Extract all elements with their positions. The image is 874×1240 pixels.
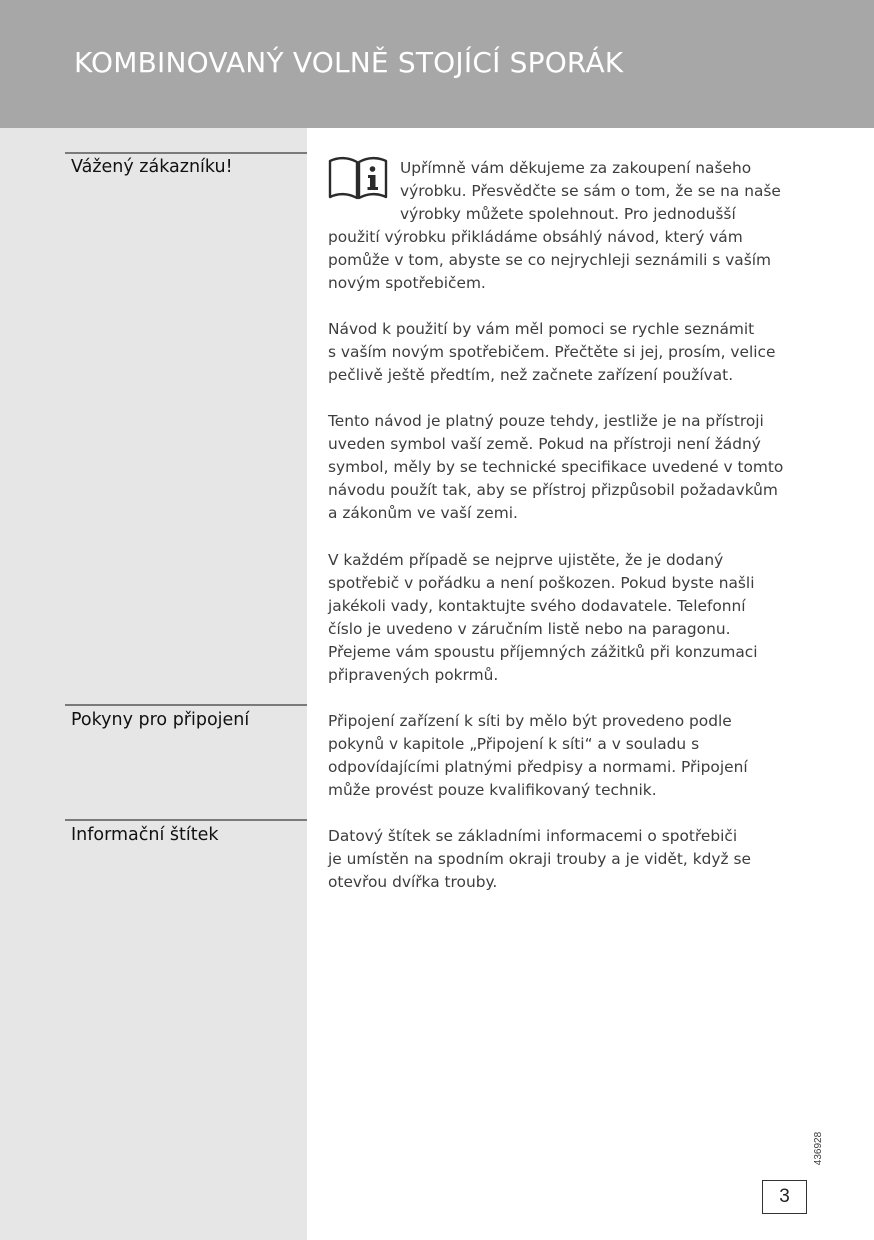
paragraph-line: Tento návod je platný pouze tehdy, jestliže je na přístroji <box>328 412 764 430</box>
section-divider <box>65 819 307 821</box>
paragraph-line: může provést pouze kvalifikovaný technik. <box>328 781 657 799</box>
paragraph-line: Upřímně vám děkujeme za zakoupení našeho <box>400 159 752 177</box>
intro-paragraph <box>328 157 816 295</box>
section-sidebar <box>0 128 307 1240</box>
paragraph-line: s vaším novým spotřebičem. Přečtěte si jej, prosím, velice <box>328 343 776 361</box>
paragraph-line: Připojení zařízení k síti by mělo být provedeno podle <box>328 712 732 730</box>
rating-plate-paragraph <box>328 825 816 894</box>
section-divider <box>65 704 307 706</box>
section-divider <box>65 152 307 154</box>
paragraph-line: Datový štítek se základními informacemi o spotřebiči <box>328 827 738 845</box>
paragraph-line: V každém případě se nejprve ujistěte, že je dodaný <box>328 551 724 569</box>
paragraph-line: uveden symbol vaší země. Pokud na přístroji není žádný <box>328 435 761 453</box>
paragraph-line: připravených pokrmů. <box>328 666 499 684</box>
paragraph-line: novým spotřebičem. <box>328 274 486 292</box>
paragraph-line: pečlivě ještě předtím, než začnete zařízení používat. <box>328 366 734 384</box>
inspection-paragraph <box>328 549 816 687</box>
paragraph-line: výrobku. Přesvědčte se sám o tom, že se na naše <box>400 182 781 200</box>
validity-paragraph <box>328 410 816 525</box>
paragraph-line: spotřebič v pořádku a není poškozen. Pokud byste našli <box>328 574 755 592</box>
paragraph-line: Přejeme vám spoustu příjemných zážitků při konzumaci <box>328 643 758 661</box>
paragraph-line: symbol, měly by se technické specifikace uvedené v tomto <box>328 458 784 476</box>
paragraph-line: odpovídajícími platnými předpisy a normami. Připojení <box>328 758 748 776</box>
paragraph-line: návodu použít tak, aby se přístroj přizpůsobil požadavkům <box>328 481 778 499</box>
paragraph-line: pokynů v kapitole „Připojení k síti“ a v souladu s <box>328 735 700 753</box>
document-code: 436928 <box>813 1131 825 1166</box>
paragraph-line: použití výrobku přikládáme obsáhlý návod, který vám <box>328 228 743 246</box>
connection-paragraph <box>328 710 816 802</box>
section-heading-rating-plate: Informační štítek <box>71 825 219 845</box>
page-number: 3 <box>762 1180 807 1214</box>
section-heading-dear-customer: Vážený zákazníku! <box>71 157 233 177</box>
document-title: KOMBINOVANÝ VOLNĚ STOJÍCÍ SPORÁK <box>74 46 624 79</box>
header-band <box>0 0 874 128</box>
paragraph-line: číslo je uvedeno v záručním listě nebo na paragonu. <box>328 620 731 638</box>
paragraph-line: je umístěn na spodním okraji trouby a je vidět, když se <box>328 850 751 868</box>
section-heading-connection: Pokyny pro připojení <box>71 710 250 730</box>
paragraph-line: výrobky můžete spolehnout. Pro jednodušší <box>400 205 736 223</box>
paragraph-line: a zákonům ve vaší zemi. <box>328 504 518 522</box>
paragraph-line: otevřou dvířka trouby. <box>328 873 498 891</box>
paragraph-line: pomůže v tom, abyste se co nejrychleji seznámili s vaším <box>328 251 772 269</box>
manual-paragraph <box>328 318 816 387</box>
paragraph-line: jakékoli vady, kontaktujte svého dodavatele. Telefonní <box>328 597 746 615</box>
paragraph-line: Návod k použití by vám měl pomoci se rychle seznámit <box>328 320 755 338</box>
